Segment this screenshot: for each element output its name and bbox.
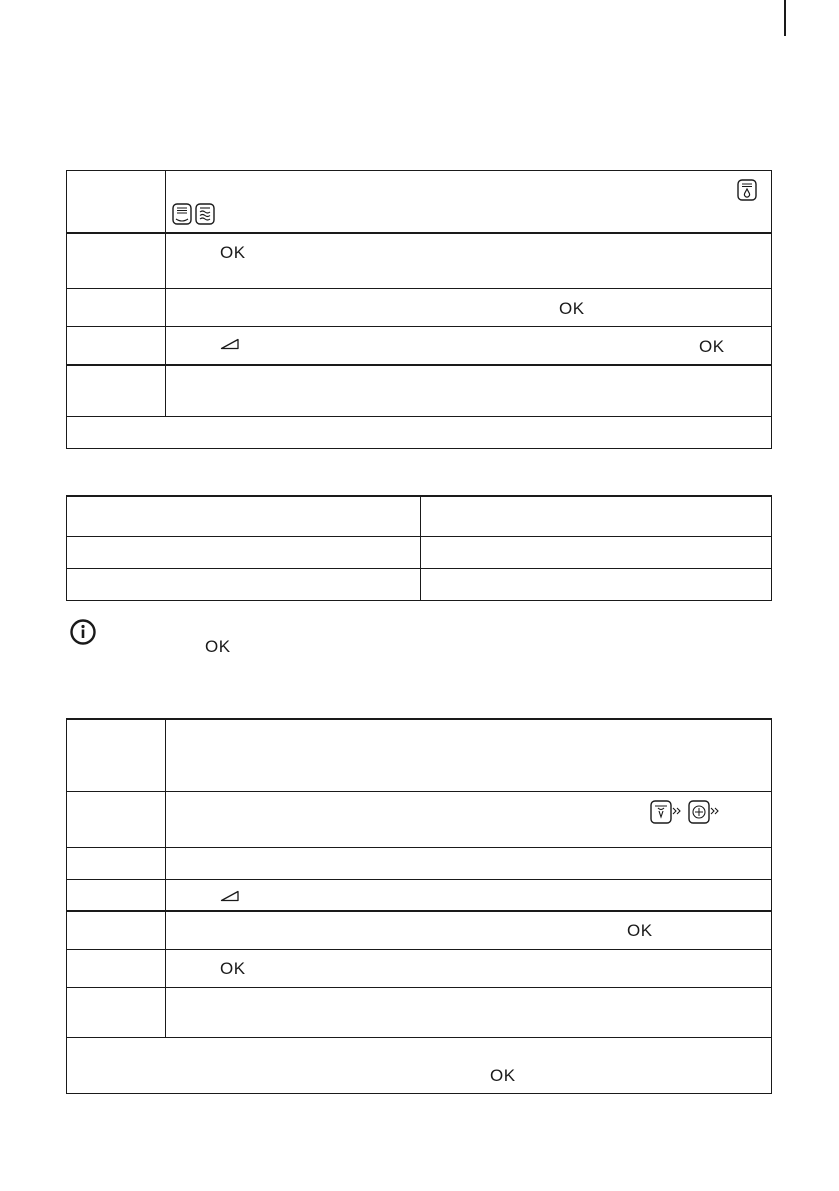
step-text-cell [166, 879, 772, 911]
step-number-cell [67, 879, 166, 911]
step-number-cell [67, 847, 166, 879]
table-cell [421, 568, 772, 600]
two-column-table [66, 495, 772, 601]
ok-button-label: OK [220, 958, 246, 978]
table-row [67, 1037, 772, 1093]
table-cell [67, 496, 421, 536]
table-row [67, 568, 772, 600]
step-text-cell [166, 719, 772, 791]
table-row [67, 233, 772, 289]
step-number-cell [67, 171, 166, 233]
table-row [67, 911, 772, 949]
ok-button-label: OK [205, 637, 231, 656]
step-text-cell [166, 791, 772, 847]
step-text-cell [166, 987, 772, 1037]
step-number-cell [67, 327, 166, 365]
steps-table-1 [66, 170, 772, 449]
step-text-cell [166, 171, 772, 233]
ok-button-label: OK [220, 242, 246, 262]
oven-bottom-heat-icon [172, 203, 192, 225]
ok-button-label: OK [490, 1065, 516, 1085]
step-text-cell [166, 847, 772, 879]
table-row [67, 171, 772, 233]
edit-triangle-icon [220, 338, 240, 350]
table-row [67, 417, 772, 449]
step-number-cell [67, 987, 166, 1037]
step-number-cell [67, 233, 166, 289]
step-text-cell [166, 289, 772, 327]
step-number-cell [67, 911, 166, 949]
food-rack-icon [650, 800, 682, 824]
step-number-cell [67, 949, 166, 987]
table-row [67, 289, 772, 327]
oven-steam-icon [195, 203, 215, 225]
step-number-cell [67, 719, 166, 791]
table-row [67, 879, 772, 911]
food-pot-icon [688, 800, 720, 824]
table-row [67, 987, 772, 1037]
table-row [67, 791, 772, 847]
table-row [67, 365, 772, 417]
margin-rule [784, 0, 786, 36]
step-text-cell [166, 327, 772, 365]
ok-button-label: OK [627, 921, 653, 940]
ok-button-label: OK [699, 337, 725, 356]
edit-triangle-icon [220, 890, 240, 902]
table-cell [67, 568, 421, 600]
step-text-cell [166, 233, 772, 289]
table-footer-cell [67, 1037, 772, 1093]
step-number-cell [67, 289, 166, 327]
steps-table-2 [66, 718, 772, 1094]
step-text-cell [166, 949, 772, 987]
step-number-cell [67, 791, 166, 847]
steam-drop-icon [737, 179, 757, 201]
table-row [67, 536, 772, 568]
table-cell [67, 536, 421, 568]
step-text-cell [166, 911, 772, 949]
info-icon [69, 618, 97, 646]
table-cell [421, 536, 772, 568]
ok-button-label: OK [559, 299, 585, 318]
table-footer-cell [67, 417, 772, 449]
table-row [67, 949, 772, 987]
table-row [67, 719, 772, 791]
step-text-cell [166, 365, 772, 417]
table-row [67, 496, 772, 536]
table-row [67, 327, 772, 365]
table-cell [421, 496, 772, 536]
table-row [67, 847, 772, 879]
step-number-cell [67, 365, 166, 417]
